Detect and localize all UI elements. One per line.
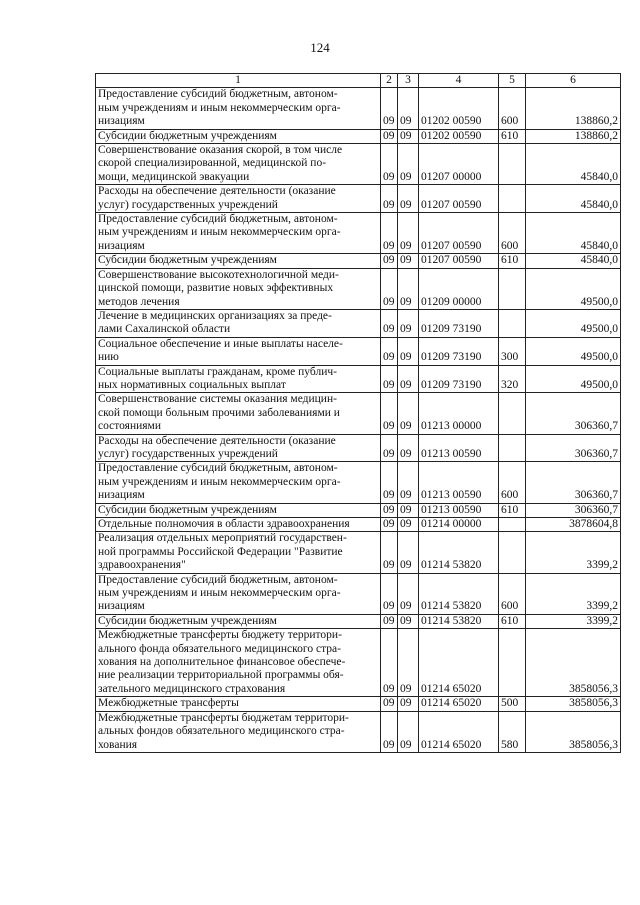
row-expense-type-cell: 610 (499, 254, 526, 268)
row-amount-cell: 49500,0 (526, 309, 621, 337)
row-subsection-cell: 09 (398, 711, 419, 752)
row-subsection-cell: 09 (398, 254, 419, 268)
row-amount-cell: 49500,0 (526, 268, 621, 309)
table-row (96, 337, 621, 365)
table-row (96, 532, 621, 573)
header-col-1: 1 (96, 74, 381, 88)
budget-table (95, 73, 621, 753)
row-name-cell: Субсидии бюджетным учреждениям (96, 129, 381, 143)
row-target-article-cell: 01214 53820 (419, 614, 499, 628)
row-subsection-cell: 09 (398, 614, 419, 628)
row-name-cell: Субсидии бюджетным учреждениям (96, 254, 381, 268)
row-section-cell: 09 (381, 129, 398, 143)
row-name-cell: Межбюджетные трансферты бюджетам территори- альных фондов обязательного медицинского стра- хования (96, 711, 381, 752)
row-target-article-cell: 01213 00590 (419, 434, 499, 462)
row-subsection-cell: 09 (398, 629, 419, 697)
row-target-article-cell: 01202 00590 (419, 129, 499, 143)
row-name-cell: Субсидии бюджетным учреждениям (96, 503, 381, 517)
row-expense-type-cell (499, 144, 526, 185)
row-section-cell: 09 (381, 697, 398, 711)
row-target-article-cell: 01202 00590 (419, 88, 499, 129)
row-subsection-cell: 09 (398, 129, 419, 143)
row-amount-cell: 3858056,3 (526, 711, 621, 752)
row-amount-cell: 49500,0 (526, 337, 621, 365)
table-row (96, 365, 621, 393)
row-name-cell: Межбюджетные трансферты бюджету территори- ального фонда обязательного медицинского стра- хования на дополнительное финансовое обеспече- ние реализации территориальной программы обя- зательного медицинского страхования (96, 629, 381, 697)
row-target-article-cell: 01214 53820 (419, 573, 499, 614)
header-col-4: 4 (419, 74, 499, 88)
row-subsection-cell: 09 (398, 393, 419, 434)
row-section-cell: 09 (381, 309, 398, 337)
row-name-cell: Предоставление субсидий бюджетным, автоном- ным учреждениям и иным некоммерческим орга- низациям (96, 462, 381, 503)
header-col-2: 2 (381, 74, 398, 88)
row-amount-cell: 3399,2 (526, 573, 621, 614)
row-name-cell: Совершенствование оказания скорой, в том числе скорой специализированной, медицинской по- мощи, медицинской эвакуации (96, 144, 381, 185)
row-target-article-cell: 01213 00590 (419, 462, 499, 503)
row-expense-type-cell: 600 (499, 213, 526, 254)
row-amount-cell: 45840,0 (526, 213, 621, 254)
row-amount-cell: 3858056,3 (526, 697, 621, 711)
row-target-article-cell: 01214 00000 (419, 518, 499, 532)
header-col-3: 3 (398, 74, 419, 88)
row-expense-type-cell (499, 532, 526, 573)
table-body (96, 88, 621, 753)
row-subsection-cell: 09 (398, 532, 419, 573)
row-section-cell: 09 (381, 88, 398, 129)
row-subsection-cell: 09 (398, 503, 419, 517)
row-expense-type-cell (499, 518, 526, 532)
row-target-article-cell: 01207 00000 (419, 144, 499, 185)
row-amount-cell: 3858056,3 (526, 629, 621, 697)
table-row (96, 268, 621, 309)
row-expense-type-cell: 610 (499, 503, 526, 517)
row-amount-cell: 3878604,8 (526, 518, 621, 532)
table-row (96, 129, 621, 143)
table-row (96, 503, 621, 517)
row-expense-type-cell: 320 (499, 365, 526, 393)
table-row (96, 462, 621, 503)
table-row (96, 711, 621, 752)
row-expense-type-cell: 500 (499, 697, 526, 711)
row-expense-type-cell (499, 629, 526, 697)
row-name-cell: Субсидии бюджетным учреждениям (96, 614, 381, 628)
row-amount-cell: 138860,2 (526, 88, 621, 129)
table-row (96, 393, 621, 434)
row-section-cell: 09 (381, 573, 398, 614)
row-section-cell: 09 (381, 711, 398, 752)
table-row (96, 573, 621, 614)
row-subsection-cell: 09 (398, 268, 419, 309)
table-row (96, 144, 621, 185)
row-expense-type-cell: 610 (499, 129, 526, 143)
table-row (96, 213, 621, 254)
row-target-article-cell: 01209 00000 (419, 268, 499, 309)
row-amount-cell: 45840,0 (526, 185, 621, 213)
row-target-article-cell: 01214 65020 (419, 697, 499, 711)
row-section-cell: 09 (381, 503, 398, 517)
row-target-article-cell: 01209 73190 (419, 309, 499, 337)
table-row (96, 697, 621, 711)
row-expense-type-cell: 300 (499, 337, 526, 365)
table-row (96, 614, 621, 628)
row-expense-type-cell (499, 434, 526, 462)
row-expense-type-cell: 610 (499, 614, 526, 628)
row-name-cell: Предоставление субсидий бюджетным, автоном- ным учреждениям и иным некоммерческим орга- низациям (96, 573, 381, 614)
row-subsection-cell: 09 (398, 573, 419, 614)
row-subsection-cell: 09 (398, 213, 419, 254)
row-amount-cell: 306360,7 (526, 434, 621, 462)
row-target-article-cell: 01207 00590 (419, 213, 499, 254)
row-subsection-cell: 09 (398, 697, 419, 711)
table-row (96, 88, 621, 129)
row-expense-type-cell: 600 (499, 573, 526, 614)
row-name-cell: Лечение в медицинских организациях за преде- лами Сахалинской области (96, 309, 381, 337)
row-name-cell: Предоставление субсидий бюджетным, автоном- ным учреждениям и иным некоммерческим орга- низациям (96, 88, 381, 129)
row-subsection-cell: 09 (398, 309, 419, 337)
row-target-article-cell: 01213 00000 (419, 393, 499, 434)
row-amount-cell: 3399,2 (526, 532, 621, 573)
row-section-cell: 09 (381, 462, 398, 503)
row-section-cell: 09 (381, 518, 398, 532)
row-name-cell: Совершенствование высокотехнологичной меди- цинской помощи, развитие новых эффективных методов лечения (96, 268, 381, 309)
table-header-row (96, 74, 621, 88)
row-expense-type-cell: 580 (499, 711, 526, 752)
row-section-cell: 09 (381, 254, 398, 268)
row-subsection-cell: 09 (398, 365, 419, 393)
row-subsection-cell: 09 (398, 462, 419, 503)
row-expense-type-cell (499, 185, 526, 213)
table-row (96, 434, 621, 462)
row-section-cell: 09 (381, 268, 398, 309)
table-row (96, 518, 621, 532)
row-expense-type-cell: 600 (499, 88, 526, 129)
row-amount-cell: 3399,2 (526, 614, 621, 628)
row-expense-type-cell (499, 393, 526, 434)
row-subsection-cell: 09 (398, 88, 419, 129)
table-row (96, 185, 621, 213)
row-expense-type-cell (499, 309, 526, 337)
row-target-article-cell: 01207 00590 (419, 254, 499, 268)
row-name-cell: Расходы на обеспечение деятельности (оказание услуг) государственных учреждений (96, 185, 381, 213)
row-target-article-cell: 01207 00590 (419, 185, 499, 213)
row-section-cell: 09 (381, 614, 398, 628)
row-name-cell: Совершенствование системы оказания медицин- ской помощи больным прочими заболеваниями и состояниями (96, 393, 381, 434)
row-subsection-cell: 09 (398, 337, 419, 365)
table-row (96, 629, 621, 697)
row-target-article-cell: 01214 65020 (419, 629, 499, 697)
row-section-cell: 09 (381, 185, 398, 213)
row-amount-cell: 45840,0 (526, 144, 621, 185)
row-name-cell: Реализация отдельных мероприятий государствен- ной программы Российской Федерации "Развитие здравоохранения" (96, 532, 381, 573)
row-target-article-cell: 01209 73190 (419, 365, 499, 393)
row-section-cell: 09 (381, 393, 398, 434)
table-row (96, 254, 621, 268)
row-section-cell: 09 (381, 337, 398, 365)
row-section-cell: 09 (381, 365, 398, 393)
row-subsection-cell: 09 (398, 434, 419, 462)
row-section-cell: 09 (381, 532, 398, 573)
table-row (96, 309, 621, 337)
header-col-6: 6 (526, 74, 621, 88)
row-subsection-cell: 09 (398, 144, 419, 185)
row-target-article-cell: 01213 00590 (419, 503, 499, 517)
row-target-article-cell: 01214 65020 (419, 711, 499, 752)
row-name-cell: Отдельные полномочия в области здравоохранения (96, 518, 381, 532)
row-name-cell: Социальное обеспечение и иные выплаты населе- нию (96, 337, 381, 365)
row-name-cell: Социальные выплаты гражданам, кроме публич- ных нормативных социальных выплат (96, 365, 381, 393)
row-section-cell: 09 (381, 144, 398, 185)
row-expense-type-cell: 600 (499, 462, 526, 503)
row-amount-cell: 49500,0 (526, 365, 621, 393)
row-expense-type-cell (499, 268, 526, 309)
row-target-article-cell: 01209 73190 (419, 337, 499, 365)
row-amount-cell: 45840,0 (526, 254, 621, 268)
row-subsection-cell: 09 (398, 185, 419, 213)
row-section-cell: 09 (381, 213, 398, 254)
page-number: 124 (310, 40, 330, 55)
header-col-5: 5 (499, 74, 526, 88)
row-amount-cell: 138860,2 (526, 129, 621, 143)
row-amount-cell: 306360,7 (526, 503, 621, 517)
row-section-cell: 09 (381, 434, 398, 462)
row-name-cell: Предоставление субсидий бюджетным, автоном- ным учреждениям и иным некоммерческим орга- низациям (96, 213, 381, 254)
row-section-cell: 09 (381, 629, 398, 697)
row-target-article-cell: 01214 53820 (419, 532, 499, 573)
row-subsection-cell: 09 (398, 518, 419, 532)
row-name-cell: Межбюджетные трансферты (96, 697, 381, 711)
row-amount-cell: 306360,7 (526, 393, 621, 434)
row-amount-cell: 306360,7 (526, 462, 621, 503)
row-name-cell: Расходы на обеспечение деятельности (оказание услуг) государственных учреждений (96, 434, 381, 462)
